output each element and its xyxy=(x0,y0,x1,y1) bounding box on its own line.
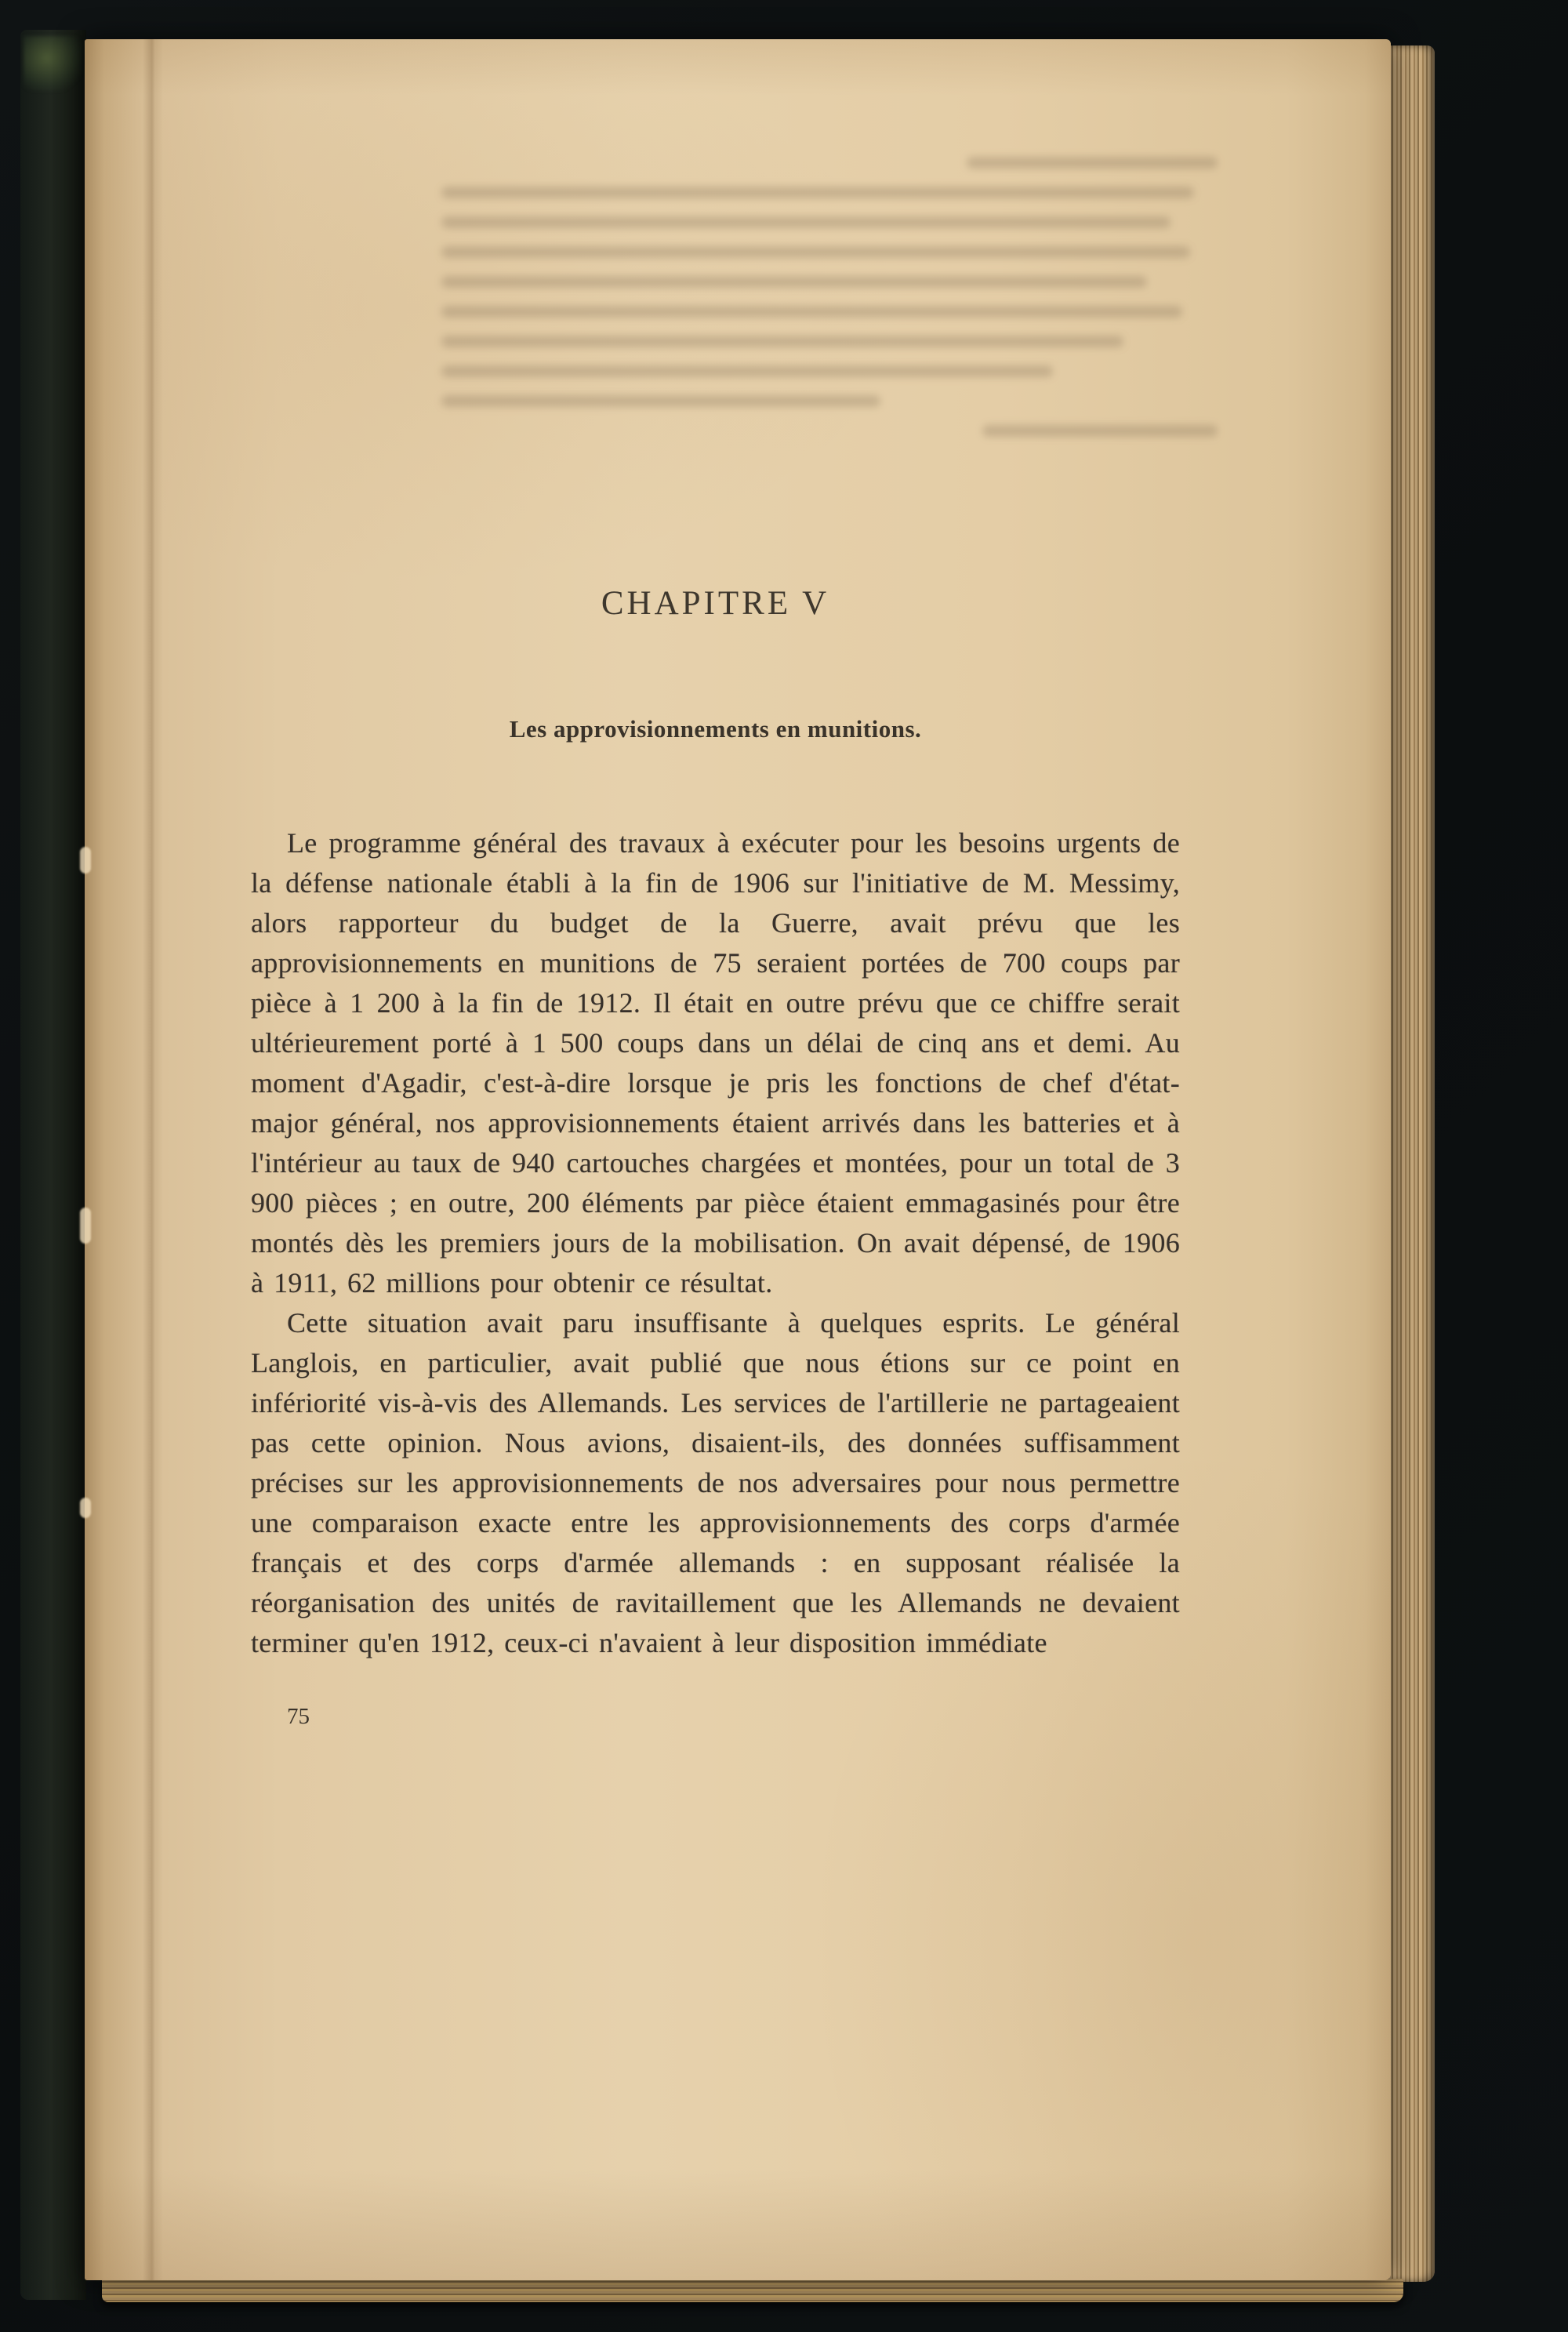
book-cover-corner-detail xyxy=(24,36,82,91)
printed-text-block xyxy=(251,584,1180,1730)
body-text xyxy=(251,823,1180,1663)
book-cover-edge xyxy=(20,30,86,2300)
spine-crease-shadow xyxy=(143,39,163,2280)
bleed-line xyxy=(441,187,1194,198)
bleed-line xyxy=(982,425,1218,437)
reverse-side-bleed-through xyxy=(441,157,1218,455)
bleed-line xyxy=(441,276,1147,288)
bleed-line xyxy=(967,157,1218,169)
bleed-line xyxy=(441,306,1182,318)
paper-edge-nick xyxy=(80,1498,91,1518)
paper-edge-nick xyxy=(80,847,91,874)
book-page xyxy=(85,39,1391,2280)
chapter-title: CHAPITRE V xyxy=(601,585,830,622)
bleed-line xyxy=(441,246,1190,258)
page-number: 75 xyxy=(287,1704,310,1729)
paragraph-1: Le programme général des travaux à exécuter pour les besoins urgents de la défense nationale établi à la fin de 1906 sur l'initiative de M. Messimy, alors rapporteur du budget de la Guerre, avait prévu que les approvisionnements en munitions de 75 seraient portées de 700 coups par pièce à 1 200 à la fin de 1912. Il était en outre prévu que ce chiffre serait ultérieurement porté à 1 500 coups dans un délai de cinq ans et demi. Au moment d'Agadir, c'est-à-dire lorsque je pris les fonctions de chef d'état-major général, nos approvisionnements étaient arrivés dans les batteries et à l'intérieur au taux de 940 cartouches chargées et montées, pour un total de 3 900 pièces ; en outre, 200 éléments par pièce étaient emmagasinés pour être montés dès les premiers jours de la mobilisation. On avait dépensé, de 1906 à 1911, 62 millions pour obtenir ce résultat. xyxy=(251,827,1180,1299)
bleed-line xyxy=(441,336,1123,347)
right-page-stack-edge xyxy=(1389,45,1435,2282)
paragraph-2: Cette situation avait paru insuffisante à quelques esprits. Le général Langlois, en particulier, avait publié que nous étions sur ce point en infériorité vis-à-vis des Allemands. Les services de l'artillerie ne partageaient pas cette opinion. Nous avions, disaient-ils, des données suffisamment précises sur les approvisionnements de nos adversaires pour nous permettre une comparaison exacte entre les approvisionnements des corps d'armée français et des corps d'armée allemands : en supposant réalisée la réorganisation des unités de ravitaillement que les Allemands ne devaient terminer qu'en 1912, ceux-ci n'avaient à leur disposition immédiate xyxy=(251,1307,1180,1658)
section-subtitle: Les approvisionnements en munitions. xyxy=(509,715,922,743)
bleed-line xyxy=(441,395,880,407)
paper-edge-nick xyxy=(80,1208,91,1244)
bleed-line xyxy=(441,216,1171,228)
bottom-page-stack-edge xyxy=(102,2279,1403,2302)
bleed-line xyxy=(441,365,1053,377)
